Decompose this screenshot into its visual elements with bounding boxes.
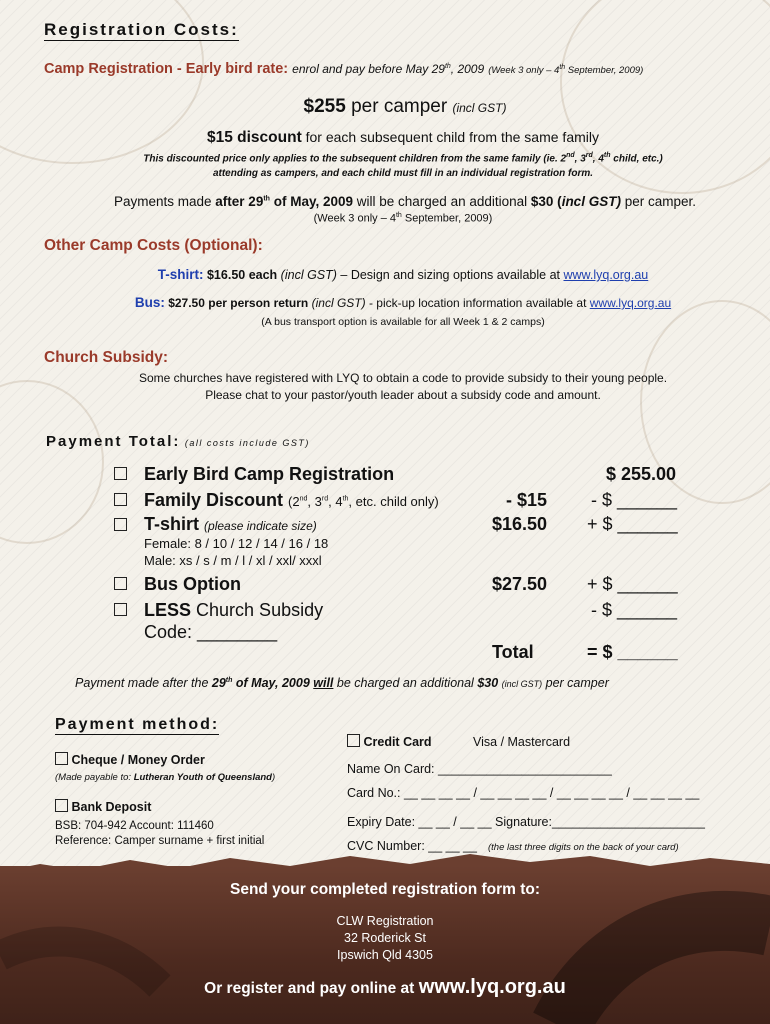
tshirt-item-amount: + $ ______ (587, 514, 678, 534)
tshirt-link[interactable]: www.lyq.org.au (563, 268, 649, 282)
price-per: per camper (351, 96, 448, 117)
bus-option-amount: + $ ______ (587, 574, 678, 594)
tshirt-checkbox[interactable] (114, 518, 127, 531)
subsidy-code-field[interactable]: Code: ________ (144, 622, 278, 642)
tshirt-female-sizes: Female: 8 / 10 / 12 / 14 / 16 / 18 (144, 536, 329, 551)
bus-option-price: $27.50 (492, 574, 548, 594)
online-link[interactable]: www.lyq.org.au (418, 976, 566, 998)
signature-field[interactable]: Signature:______________________ (495, 815, 705, 829)
late-payment-note: Payment made after the 29th of May, 2009 will be charged an additional $30 (incl GST) per camper (75, 676, 609, 690)
church-subsidy-label: LESS Church Subsidy (144, 600, 324, 620)
early-bird-text: enrol and pay before May 29th, 2009 (292, 62, 485, 76)
total-label: Total (492, 642, 534, 662)
card-number-field[interactable]: Card No.: __ __ __ __ / __ __ __ __ / __ __ __ __ / __ __ __ __ (347, 786, 700, 800)
late-payment-week: (Week 3 only – 4th September, 2009) (313, 212, 493, 225)
discount-line (0, 129, 770, 147)
credit-card-checkbox[interactable] (347, 734, 360, 747)
late-payment-line: Payments made after 29th of May, 2009 will be charged an additional $30 (incl GST) per camper. (113, 194, 697, 209)
discount-note: This discounted price only applies to the subsequent children from the same family (ie. 2nd, 3rd, 4th child, etc.) attending as campers, and each child must fill in an individual registration form. (143, 152, 663, 180)
early-bird-line (44, 61, 643, 77)
price-gst: (incl GST) (452, 101, 507, 115)
bus-line: Bus: $27.50 per person return (incl GST) - pick-up location information available at www.lyq.org.au (134, 295, 672, 310)
bank-reference: Reference: Camper surname + first initial (55, 835, 265, 847)
bsb-account: BSB: 704-942 Account: 111460 (55, 820, 214, 832)
payment-total-title: Payment Total: (46, 433, 181, 450)
cheque-option: Cheque / Money Order (55, 752, 205, 767)
cheque-note: (Made payable to: Lutheran Youth of Queensland) (55, 772, 276, 783)
registration-costs-title: Registration Costs: (44, 20, 239, 39)
bus-link[interactable]: www.lyq.org.au (589, 296, 672, 310)
bus-option-label: Bus Option (144, 574, 241, 594)
expiry-date-field[interactable]: Expiry Date: __ __ / __ __ (347, 815, 492, 829)
subsidy-text-1: Some churches have registered with LYQ to obtain a code to provide subsidy to their young people. (138, 371, 668, 385)
decorative-swirl (0, 380, 104, 544)
card-types: Visa / Mastercard (473, 735, 571, 749)
church-subsidy-title: Church Subsidy: (44, 349, 169, 366)
address-line-1: CLW Registration (336, 914, 434, 928)
cvc-field[interactable]: CVC Number: __ __ __ (347, 839, 477, 853)
bus-option-checkbox[interactable] (114, 577, 127, 590)
early-bird-label: Camp Registration - Early bird rate: (44, 61, 289, 77)
tshirt-item-price: $16.50 (492, 514, 548, 534)
payment-total-header (46, 433, 310, 451)
credit-card-option: Credit Card (347, 734, 432, 749)
tshirt-male-sizes: Male: xs / s / m / l / xl / xxl/ xxxl (144, 553, 322, 568)
early-bird-item-label: Early Bird Camp Registration (144, 464, 395, 484)
price-amount: $255 (303, 96, 346, 117)
discount-amount: $15 discount (206, 129, 302, 146)
send-form-title: Send your completed registration form to: (229, 881, 541, 898)
total-amount: = $ ______ (587, 642, 678, 662)
discount-text: for each subsequent child from the same family (305, 129, 599, 145)
price-line (0, 96, 770, 118)
tshirt-item-label: T-shirt (please indicate size) (144, 514, 317, 534)
name-on-card-field[interactable]: Name On Card: _________________________ (347, 762, 612, 776)
bank-deposit-checkbox[interactable] (55, 799, 68, 812)
address-line-3: Ipswich Qld 4305 (337, 948, 433, 962)
early-bird-item-amount: $ 255.00 (606, 464, 677, 484)
family-discount-price: - $15 (506, 490, 548, 510)
cvc-note: (the last three digits on the back of your card) (488, 842, 679, 853)
family-discount-amount: - $ ______ (591, 490, 678, 510)
bank-deposit-option: Bank Deposit (55, 799, 151, 814)
church-subsidy-checkbox[interactable] (114, 603, 127, 616)
family-discount-checkbox[interactable] (114, 493, 127, 506)
tshirt-line: T-shirt: $16.50 each (incl GST) – Design and sizing options available at www.lyq.org.au (157, 267, 649, 282)
subsidy-text-2: Please chat to your pastor/youth leader about a subsidy code and amount. (205, 388, 601, 402)
address-line-2: 32 Roderick St (344, 931, 426, 945)
early-bird-week: (Week 3 only – 4th September, 2009) (488, 63, 644, 76)
bus-note: (A bus transport option is available for all Week 1 & 2 camps) (261, 316, 545, 328)
register-online-line: Or register and pay online at www.lyq.org.au (204, 976, 566, 998)
church-subsidy-amount: - $ ______ (591, 600, 678, 620)
other-costs-title: Other Camp Costs (Optional): (44, 237, 263, 254)
payment-method-title: Payment method: (55, 716, 220, 733)
payment-total-subtitle: (all costs include GST) (184, 438, 310, 448)
early-bird-checkbox[interactable] (114, 467, 127, 480)
family-discount-label: Family Discount (2nd, 3rd, 4th, etc. child only) (144, 490, 439, 510)
cheque-checkbox[interactable] (55, 752, 68, 765)
